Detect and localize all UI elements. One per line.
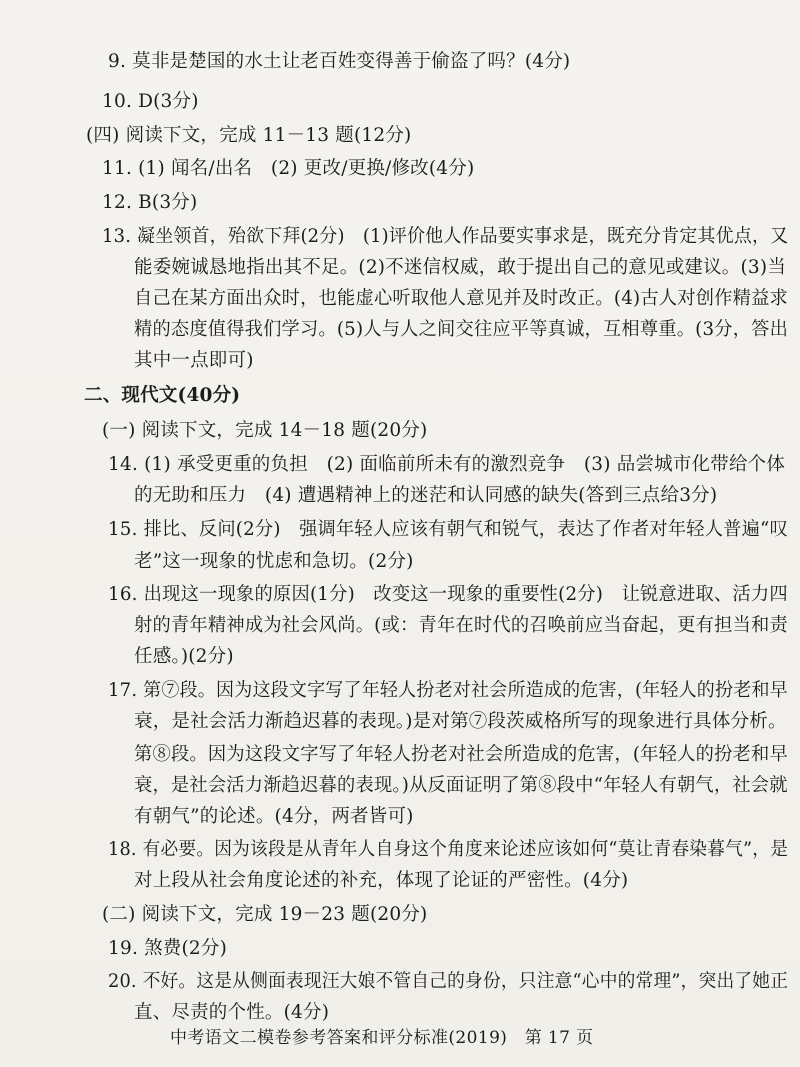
section-1-header: (一) 阅读下文，完成 14－18 题(20分)	[102, 420, 428, 441]
answer-16-line-2: 射的青年精神成为社会风尚。(或：青年在时代的召唤前应当奋起，更有担当和责	[134, 615, 788, 636]
answer-17-line-3: 第⑧段。因为这段文字写了年轻人扮老对社会所造成的危害，(年轻人的扮老和早	[134, 744, 788, 765]
answer-17-line-1: 17. 第⑦段。因为这段文字写了年轻人扮老对社会所造成的危害，(年轻人的扮老和早	[108, 680, 788, 701]
answer-16-line-1: 16. 出现这一现象的原因(1分) 改变这一现象的重要性(2分) 让锐意进取、活力四	[108, 584, 788, 605]
answer-17-line-2: 衰，是社会活力渐趋迟暮的表现。)是对第⑦段茨威格所写的现象进行具体分析。	[134, 711, 787, 732]
answer-14-line-1: 14. (1) 承受更重的负担 (2) 面临前所未有的激烈竞争 (3) 品尝城市化带给个体	[108, 454, 786, 475]
answer-9: 9. 莫非是楚国的水土让老百姓变得善于偷盗了吗？(4分)	[108, 51, 571, 72]
answer-13-line-2: 能委婉诚恳地指出其不足。(2)不迷信权威，敢于提出自己的意见或建议。(3)当	[134, 257, 787, 278]
part-2-header: 二、现代文(40分)	[84, 385, 241, 406]
section-4-header: (四) 阅读下文，完成 11－13 题(12分)	[86, 125, 412, 146]
answer-20-line-1: 20. 不好。这是从侧面表现汪大娘不管自己的身份，只注意“心中的常理”，突出了她正	[108, 971, 789, 992]
answer-12: 12. B(3分)	[102, 192, 198, 213]
answer-15-line-1: 15. 排比、反问(2分) 强调年轻人应该有朝气和锐气，表达了作者对年轻人普遍“叹	[108, 519, 789, 540]
answer-19: 19. 煞费(2分)	[108, 938, 228, 959]
page-footer: 中考语文二模卷参考答案和评分标准(2019) 第 17 页	[170, 1028, 594, 1048]
answer-16-line-3: 任感。)(2分)	[134, 646, 234, 667]
answer-20-line-2: 直、尽责的个性。(4分)	[134, 1002, 330, 1023]
answer-10: 10. D(3分)	[102, 91, 199, 112]
answer-17-line-4: 衰，是社会活力渐趋迟暮的表现。)从反面证明了第⑧段中“年轻人有朝气，社会就	[134, 775, 788, 796]
answer-18-line-2: 对上段从社会角度论述的补充，体现了论证的严密性。(4分)	[134, 870, 629, 891]
answer-15-line-2: 老”这一现象的忧虑和急切。(2分)	[134, 551, 414, 572]
answer-11: 11. (1) 闻名/出名 (2) 更改/更换/修改(4分)	[102, 158, 475, 179]
answer-13-line-1: 13. 凝坐领首，殆欲下拜(2分) (1)评价他人作品要实事求是，既充分肯定其优点，又	[102, 226, 789, 247]
answer-13-line-5: 其中一点即可)	[134, 350, 254, 371]
answer-14-line-2: 的无助和压力 (4) 遭遇精神上的迷茫和认同感的缺失(答到三点给3分)	[134, 485, 718, 506]
answer-17-line-5: 有朝气”的论述。(4分，两者皆可)	[134, 806, 414, 827]
answer-13-line-4: 精的态度值得我们学习。(5)人与人之间交往应平等真诚，互相尊重。(3分，答出	[134, 319, 789, 340]
answer-13-line-3: 自己在某方面出众时，也能虚心听取他人意见并及时改正。(4)古人对创作精益求	[134, 288, 788, 309]
section-2-header: (二) 阅读下文，完成 19－23 题(20分)	[102, 904, 428, 925]
answer-18-line-1: 18. 有必要。因为该段是从青年人自身这个角度来论述应该如何“莫让青春染暮气”，是	[108, 839, 789, 860]
